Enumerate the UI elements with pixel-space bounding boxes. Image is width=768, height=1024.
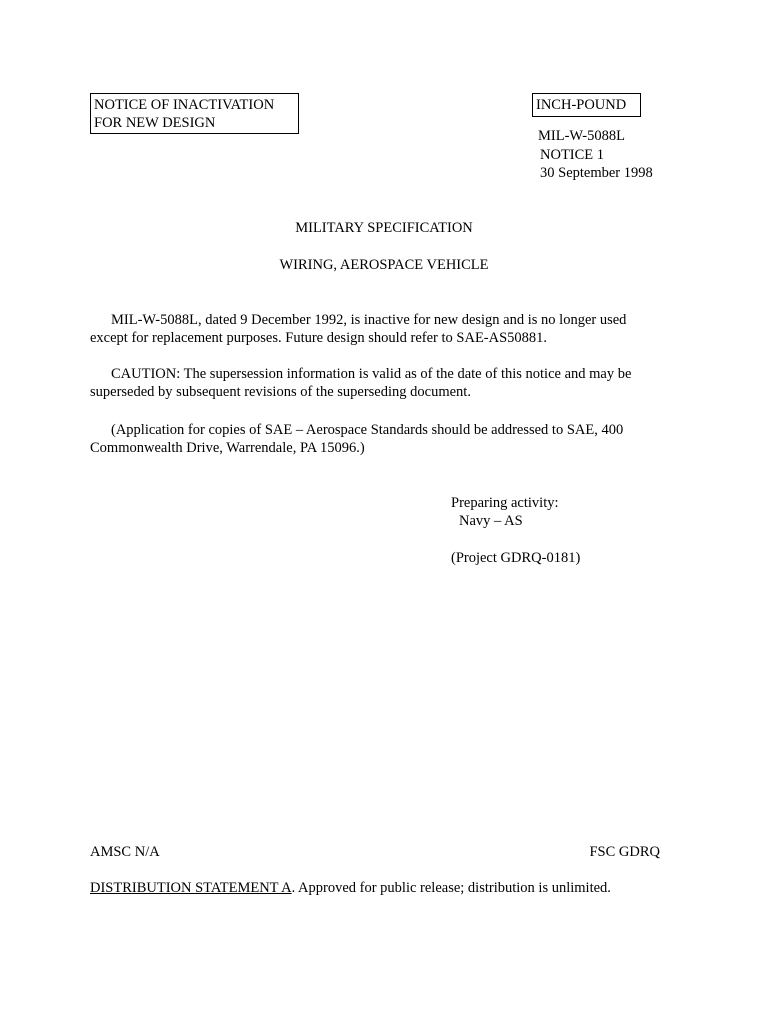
inactivation-line-1: NOTICE OF INACTIVATION — [94, 97, 275, 113]
distribution-statement-label: DISTRIBUTION STATEMENT A — [90, 880, 292, 896]
notice-number: NOTICE 1 — [540, 147, 605, 163]
paragraph-line: MIL-W-5088L, dated 9 December 1992, is inactive for new design and is no longer used — [111, 312, 627, 328]
fsc-label: FSC GDRQ — [589, 844, 660, 860]
preparing-activity-label: Preparing activity: — [451, 495, 559, 511]
caution-paragraph — [90, 365, 660, 401]
paragraph-line: except for replacement purposes. Future design should refer to SAE-AS50881. — [90, 330, 548, 346]
inch-pound-box — [532, 93, 641, 117]
distribution-statement-text: . Approved for public release; distribution is unlimited. — [291, 880, 611, 896]
notice-date: 30 September 1998 — [540, 165, 653, 181]
application-paragraph — [90, 421, 660, 457]
preparing-activity-value: Navy – AS — [459, 513, 523, 529]
inactivation-notice-box — [90, 93, 299, 134]
amsc-label: AMSC N/A — [90, 844, 160, 860]
distribution-statement — [90, 879, 611, 897]
document-title: MILITARY SPECIFICATION — [295, 220, 473, 236]
paragraph-line: (Application for copies of SAE – Aerospace Standards should be addressed to SAE, 400 — [111, 422, 624, 438]
project-number: (Project GDRQ-0181) — [451, 550, 581, 566]
paragraph-line: Commonwealth Drive, Warrendale, PA 15096.) — [90, 440, 365, 456]
document-subject: WIRING, AEROSPACE VEHICLE — [279, 257, 489, 273]
document-id: MIL-W-5088L — [538, 128, 625, 144]
inactivation-line-2: FOR NEW DESIGN — [94, 115, 216, 131]
inactivation-paragraph — [90, 311, 660, 347]
paragraph-line: superseded by subsequent revisions of the superseding document. — [90, 384, 471, 400]
paragraph-line: CAUTION: The supersession information is valid as of the date of this notice and may be — [111, 366, 632, 382]
inch-pound-label: INCH-POUND — [536, 97, 627, 113]
